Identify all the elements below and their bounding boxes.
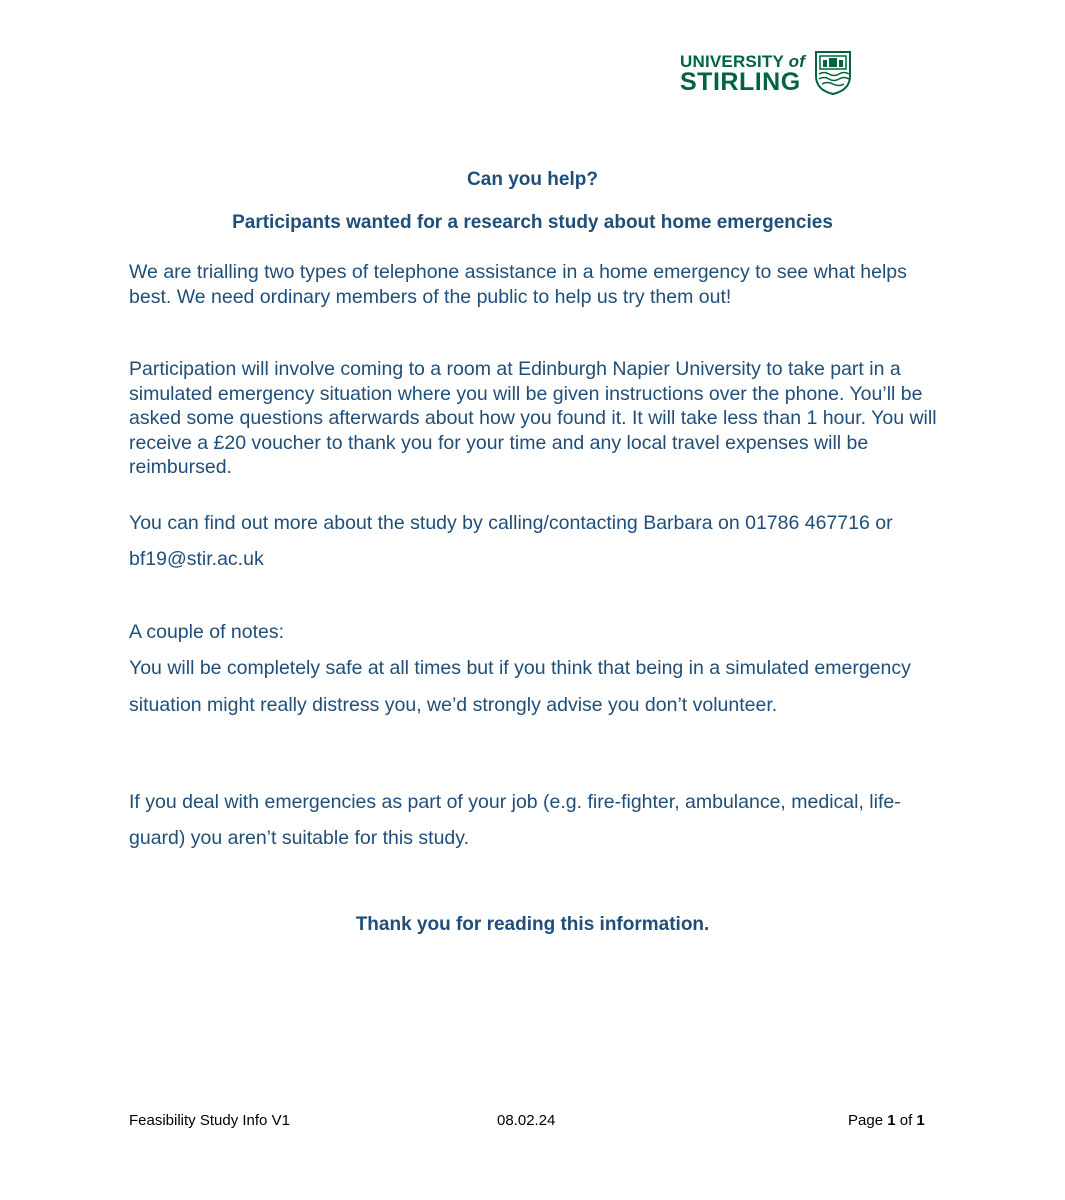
footer-date: 08.02.24 [497, 1112, 556, 1129]
safety-note: You will be completely safe at all times but if you think that being in a simulated emergency situation might really distress you, we’d strongly advise you don’t volunteer. [129, 657, 911, 716]
university-logo [680, 48, 855, 98]
contact-paragraph: You can find out more about the study by calling/contacting Barbara on 01786 467716 or bf19@stir.ac.uk [129, 512, 893, 570]
footer-document-name: Feasibility Study Info V1 [129, 1112, 290, 1129]
page-subtitle: Participants wanted for a research study about home emergencies [232, 212, 833, 233]
participation-paragraph: Participation will involve coming to a room at Edinburgh Napier University to take part in a simulated emergency situation where you will be given instructions over the phone. You’ll be asked some questions afterwards about how you found it. It will take less than 1 hour. You will receive a £20 voucher to thank you for your time and any local travel expenses will be reimbursed. [129, 358, 937, 478]
notes-heading: A couple of notes: [129, 621, 285, 643]
closing-line: Thank you for reading this information. [355, 914, 710, 935]
logo-line-university: UNIVERSITY of [680, 52, 806, 71]
footer-page-number: Page 1 of 1 [848, 1112, 925, 1129]
page-title: Can you help? [467, 169, 598, 190]
suitability-note: If you deal with emergencies as part of your job (e.g. fire-fighter, ambulance, medical, life-guard) you aren’t suitable for this study. [129, 791, 901, 849]
intro-paragraph: We are trialling two types of telephone assistance in a home emergency to see what helps best. We need ordinary members of the public to help us try them out! [129, 261, 907, 308]
university-crest-icon [814, 50, 852, 96]
logo-line-stirling: STIRLING [680, 68, 801, 96]
